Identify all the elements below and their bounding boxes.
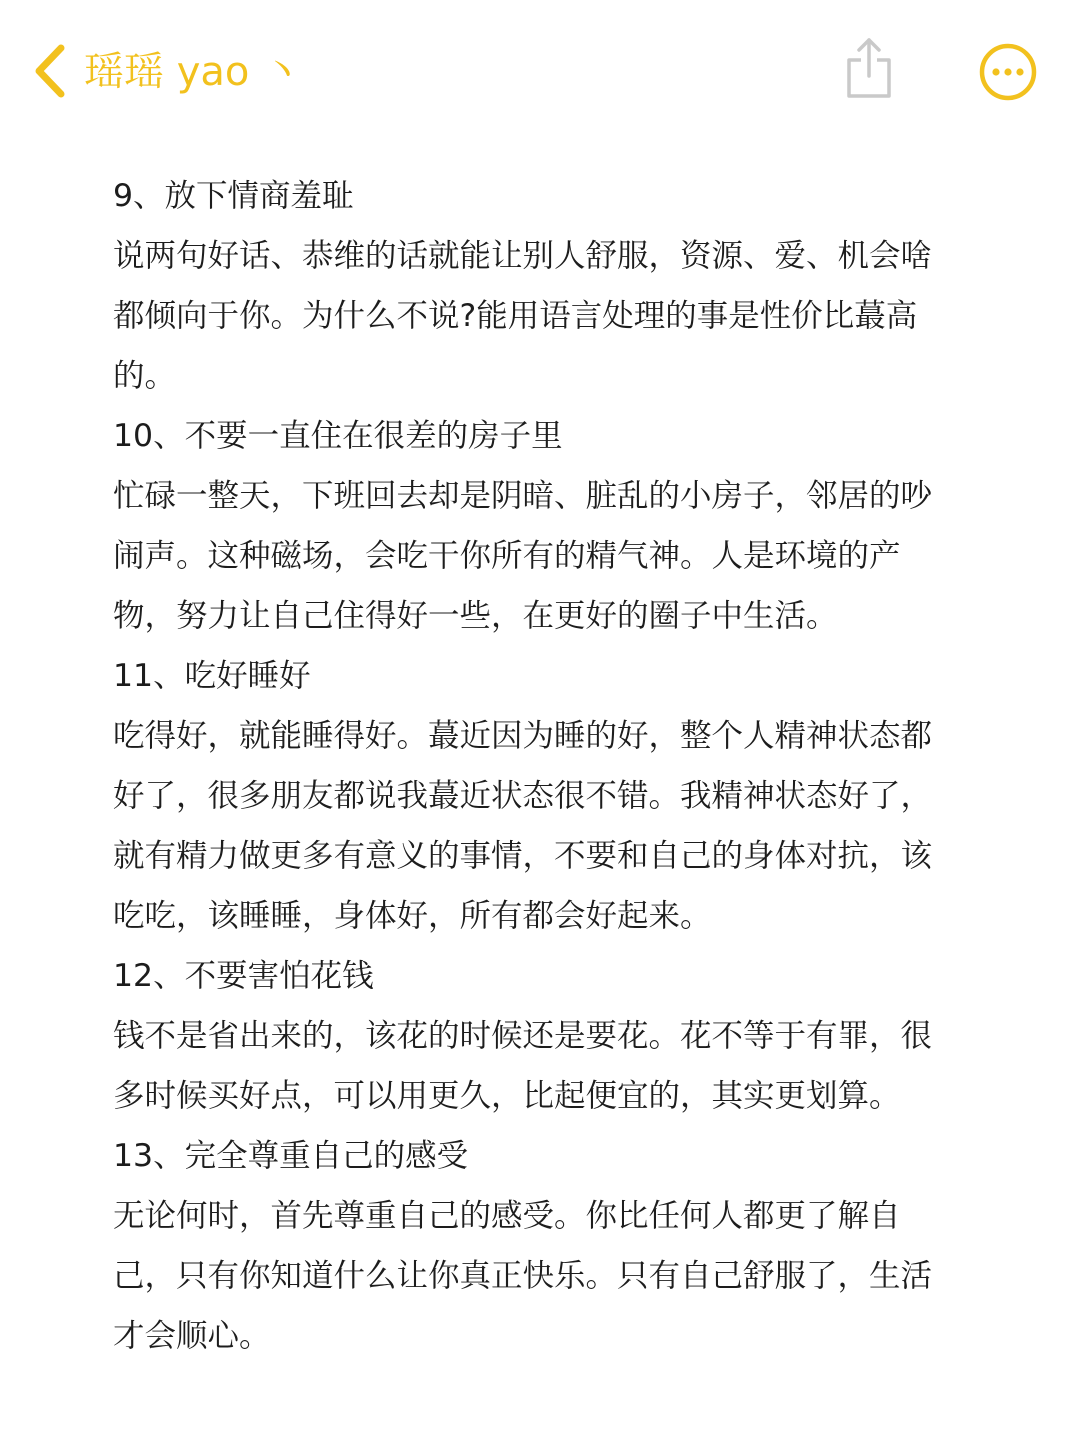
ellipsis-circle-icon <box>979 43 1037 101</box>
heading-9: 9、放下情商羞耻 <box>113 178 354 214</box>
heading-12: 12、不要害怕花钱 <box>113 958 374 994</box>
heading-11: 11、吃好睡好 <box>113 658 311 694</box>
paragraph-line: 己，只有你知道什么让你真正快乐。只有自己舒服了，生活 <box>113 1258 933 1294</box>
share-icon <box>843 36 895 100</box>
paragraph-line: 好了，很多朋友都说我蕞近状态很不错。我精神状态好了， <box>113 778 933 814</box>
nav-title[interactable]: 瑶瑶 yao 丶 <box>84 49 303 95</box>
note-body[interactable] <box>113 166 973 1366</box>
paragraph-line: 说两句好话、恭维的话就能让别人舒服，资源、爱、机会啥 <box>113 238 933 274</box>
paragraph-line: 都倾向于你。为什么不说?能用语言处理的事是性价比蕞高 <box>113 298 918 334</box>
heading-13: 13、完全尊重自己的感受 <box>113 1138 469 1174</box>
share-button[interactable] <box>838 34 900 102</box>
paragraph-line: 吃吃，该睡睡，身体好，所有都会好起来。 <box>113 898 712 934</box>
paragraph-line: 闹声。这种磁场，会吃干你所有的精气神。人是环境的产 <box>113 538 901 574</box>
back-button[interactable] <box>22 40 78 102</box>
paragraph-line: 钱不是省出来的，该花的时候还是要花。花不等于有罪，很 <box>113 1018 933 1054</box>
paragraph-line: 吃得好，就能睡得好。蕞近因为睡的好，整个人精神状态都 <box>113 718 933 754</box>
paragraph-line: 多时候买好点，可以用更久，比起便宜的，其实更划算。 <box>113 1078 901 1114</box>
chevron-left-icon <box>33 44 67 98</box>
navigation-bar <box>0 0 1080 140</box>
paragraph-line: 物，努力让自己住得好一些，在更好的圈子中生活。 <box>113 598 838 634</box>
paragraph-line: 才会顺心。 <box>113 1318 271 1354</box>
more-options-button[interactable] <box>978 42 1038 102</box>
paragraph-line: 忙碌一整天，下班回去却是阴暗、脏乱的小房子，邻居的吵 <box>113 478 933 514</box>
paragraph-line: 就有精力做更多有意义的事情，不要和自己的身体对抗，该 <box>113 838 933 874</box>
paragraph-line: 的。 <box>113 358 177 394</box>
heading-10: 10、不要一直住在很差的房子里 <box>113 418 563 454</box>
paragraph-line: 无论何时，首先尊重自己的感受。你比任何人都更了解自 <box>113 1198 901 1234</box>
